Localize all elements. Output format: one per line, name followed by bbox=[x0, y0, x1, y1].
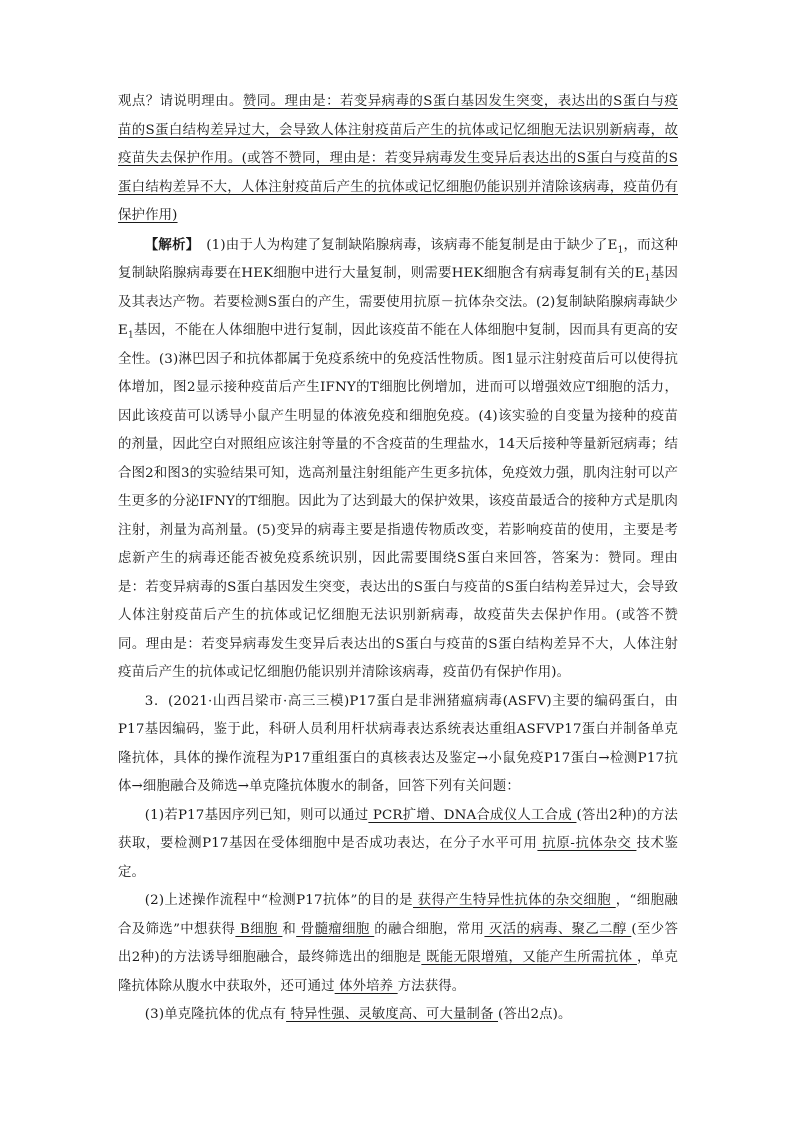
analysis-text-4: 基因，不能在人体细胞中进行复制，因此该疫苗不能在人体细胞中复制，因而具有更高的安全性。(3)淋巴因子和抗体都属于免疫系统中的免疫活性物质。图1显示注射疫苗后可以使得抗体增加，图2显示接种疫苗后产生IFNY的T细胞比例增加，进而可以增强效应T细胞的活力，因此该疫苗可以诱导小鼠产生明显的体液免疫和细胞免疫。(4)该实验的自变量为接种的疫苗的剂量，因此空白对照组应该注射等量的不含疫苗的生理盐水，14天后接种等量新冠病毒；结合图2和图3的实验结果可知，选高剂量注射组能产生更多抗体，免疫效力强，肌肉注射可以产生更多的分泌IFNY的T细胞。因此为了达到最大的保护效果，该疫苗最适合的接种方式是肌肉注射，剂量为高剂量。(5)变异的病毒主要是指遗传物质改变，若影响疫苗的使用，主要是考虑新产生的病毒还能否被免疫系统识别，因此需要围绕S蛋白来回答，答案为：赞同。理由是：若变异病毒的S蛋白基因发生突变，表达出的S蛋白与疫苗的S蛋白结构差异过大，会导致人体注射疫苗后产生的抗体或记忆细胞无法识别新病毒，故疫苗失去保护作用。(或答不赞同。理由是：若变异病毒发生变异后表达出的S蛋白与疫苗的S蛋白结构差异不大，人体注射疫苗后产生的抗体或记忆细胞仍能识别并清除该病毒，疫苗仍有保护作用)。 bbox=[118, 323, 678, 680]
analysis-text-1: (1)由于人为构建了复制缺陷腺病毒，该病毒不能复制是由于缺少了E bbox=[206, 237, 618, 253]
analysis-sub-2: 1 bbox=[644, 273, 651, 284]
analysis-text-2: ，而这种复制缺陷腺病毒要在HEK细胞中进行大量复制，则需要HEK细胞含有病毒复制有关的E bbox=[118, 237, 678, 281]
q3-s1-answer-1: PCR扩增、DNA合成仪人工合成 bbox=[368, 807, 577, 823]
q3-s1-text-3: 技术鉴定。 bbox=[118, 836, 679, 880]
q2-answer-paragraph bbox=[118, 88, 678, 231]
q3-s2-text-2: ，“细胞融合及筛选”中想获得 bbox=[118, 893, 678, 937]
q3-s2-answer-4: 灭活的病毒、聚乙二醇 bbox=[484, 921, 632, 937]
analysis-text-3: 基因及其表达产物。若要检测S蛋白的产生，需要使用抗原－抗体杂交法。(2)复制缺陷腺病毒缺少E bbox=[118, 266, 678, 338]
q3-s1-answer-2: 抗原-抗体杂交 bbox=[537, 836, 637, 851]
q3-s2-text-1: (2)上述操作流程中“检测P17抗体”的目的是 bbox=[144, 893, 413, 908]
q3-s2-answer-5: 既能无限增殖，又能产生所需抗体 bbox=[421, 950, 637, 965]
q2-answer: 赞同。理由是：若变异病毒的S蛋白基因发生突变，表达出的S蛋白与疫苗的S蛋白结构差异过大，会导致人体注射疫苗后产生的抗体或记忆细胞无法识别新病毒，故疫苗失去保护作用。(或答不赞同，理由是：若变异病毒发生变异后表达出的S蛋白与疫苗的S蛋白结构差异不大，人体注射疫苗后产生的抗体或记忆细胞仍能识别并清除该病毒，疫苗仍有保护作用) bbox=[118, 94, 678, 223]
q3-s2-text-3: 和 bbox=[282, 921, 297, 937]
q3-s2-answer-1: 获得产生特异性抗体的杂交细胞 bbox=[412, 893, 616, 908]
document-page bbox=[118, 88, 678, 1030]
q3-s2-answer-3: 骨髓瘤细胞 bbox=[296, 921, 375, 937]
q2-prefix: 观点？请说明理由。 bbox=[118, 94, 243, 109]
q3-sub2 bbox=[118, 887, 678, 1001]
analysis-label: 【解析】 bbox=[144, 236, 193, 253]
q3-s3-answer-1: 特异性强、灵敏度高、可大量制备 bbox=[286, 1007, 499, 1022]
q3-s1-text-1: (1)若P17基因序列已知，则可以通过 bbox=[144, 807, 369, 823]
q3-s3-text-1: (3)单克隆抗体的优点有 bbox=[144, 1007, 287, 1022]
q3-s1-text-2: (答出2种)的方法获取，要检测P17基因在受体细胞中是否成功表达，在分子水平可用 bbox=[118, 807, 678, 851]
q3-sub3 bbox=[118, 1001, 678, 1030]
q3-s2-text-5: (至少答出2种)的方法诱导细胞融合，最终筛选出的细胞是 bbox=[118, 921, 679, 965]
q3-sub1 bbox=[118, 802, 678, 888]
q3-s2-text-4: 的融合细胞，常用 bbox=[374, 921, 485, 937]
q3-stem: 3．(2021·山西吕梁市·高三三模)P17蛋白是非洲猪瘟病毒(ASFV)主要的编码蛋白，由P17基因编码，鉴于此，科研人员利用杆状病毒表达系统表达重组ASFVP17蛋白并制备单克隆抗体，具体的操作流程为P17重组蛋白的真核表达及鉴定→小鼠免疫P17蛋白→检测P17抗体→细胞融合及筛选→单克隆抗体腹水的制备，回答下列有关问题： bbox=[118, 693, 678, 794]
analysis-paragraph bbox=[118, 231, 678, 688]
analysis-sub-3: 1 bbox=[127, 330, 134, 341]
q3-s2-answer-2: B细胞 bbox=[235, 921, 283, 937]
q3-s2-text-6: ，单克隆抗体除从腹水中获取外，还可通过 bbox=[118, 950, 679, 994]
analysis-sub-1: 1 bbox=[617, 245, 624, 256]
q3-s3-text-2: (答出2点)。 bbox=[498, 1007, 572, 1022]
q3-s2-text-7: 方法获得。 bbox=[397, 978, 466, 994]
q3-s2-answer-6: 体外培养 bbox=[334, 978, 398, 994]
